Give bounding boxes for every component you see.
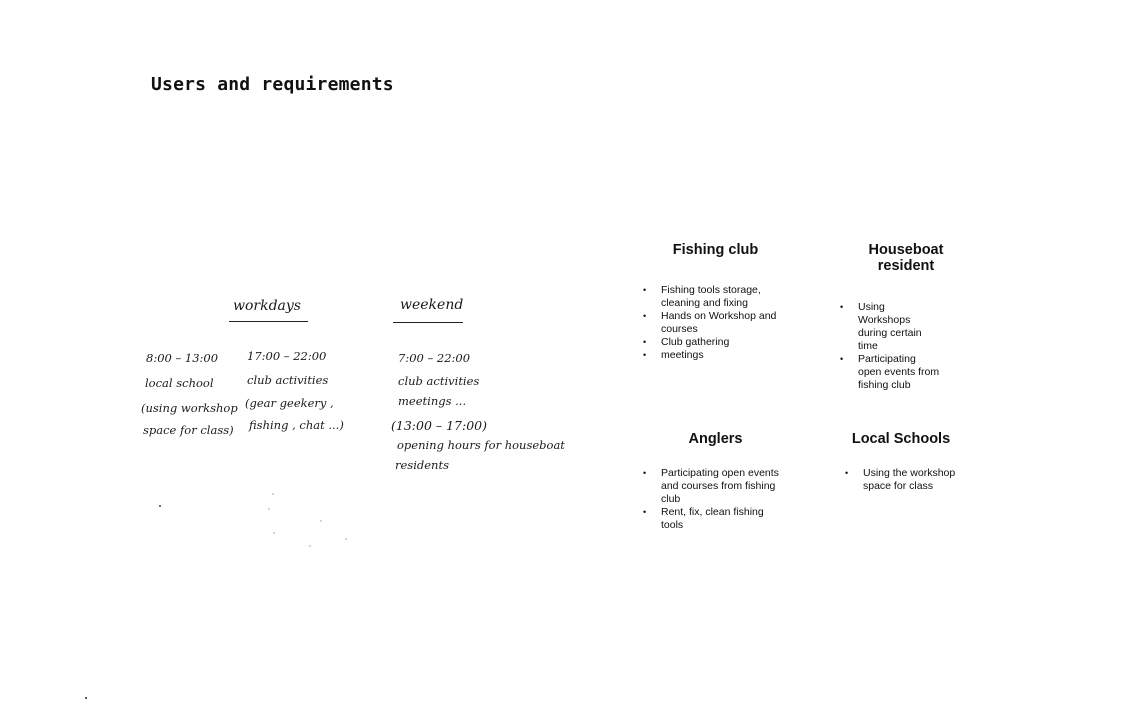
weekend-heading: weekend [400,297,464,313]
pen-speck [309,545,311,547]
card-title: Anglers [688,431,743,447]
requirement-item: • Using the workshop space for class [845,467,957,493]
weekend-note: opening hours for houseboat [397,438,565,452]
user-card-houseboat-resident [840,242,972,392]
pen-speck [273,532,275,534]
workdays-note: fishing , chat ...) [249,418,344,432]
workdays-time-morning: 8:00 – 13:00 [146,351,219,365]
pen-speck [320,520,322,522]
requirements-list [840,301,940,392]
pen-speck [345,538,347,540]
weekend-note: meetings ... [398,394,467,408]
workdays-underline [229,321,308,322]
pen-speck [85,697,87,699]
workdays-note: (using workshop [141,401,238,415]
pen-speck [268,508,270,510]
requirements-list [643,467,788,532]
weekend-time: 7:00 – 22:00 [398,351,471,365]
weekend-note: club activities [398,374,480,388]
card-title: Fishing club [672,242,759,258]
workdays-note: local school [145,376,214,390]
requirement-item: • Using Workshops during certain time [840,301,940,353]
requirements-list [643,284,788,362]
user-card-fishing-club [643,242,788,362]
workdays-heading: workdays [233,298,301,314]
requirement-item: • meetings [643,349,788,362]
pen-speck [159,505,161,507]
weekend-underline [393,322,463,323]
user-card-anglers [643,431,788,532]
workdays-note: (gear geekery , [245,396,334,410]
requirements-list [845,467,957,493]
card-title: Local Schools [851,431,951,447]
requirement-item: • Participating open events from fishing club [840,353,940,392]
pen-speck [272,493,274,495]
requirement-item: • Participating open events and courses from fishing club [643,467,788,506]
weekend-time-houseboat: (13:00 – 17:00) [391,418,487,433]
weekend-note: residents [395,458,449,472]
workdays-time-evening: 17:00 – 22:00 [247,349,327,363]
user-card-local-schools [845,431,957,493]
requirement-item: • Club gathering [643,336,788,349]
requirement-item: • Hands on Workshop and courses [643,310,788,336]
workdays-note: space for class) [143,423,234,437]
requirement-item: • Fishing tools storage, cleaning and fixing [643,284,788,310]
card-title: Houseboat resident [868,242,944,274]
workdays-note: club activities [247,373,329,387]
page-title: Users and requirements [151,74,394,95]
requirement-item: • Rent, fix, clean fishing tools [643,506,788,532]
